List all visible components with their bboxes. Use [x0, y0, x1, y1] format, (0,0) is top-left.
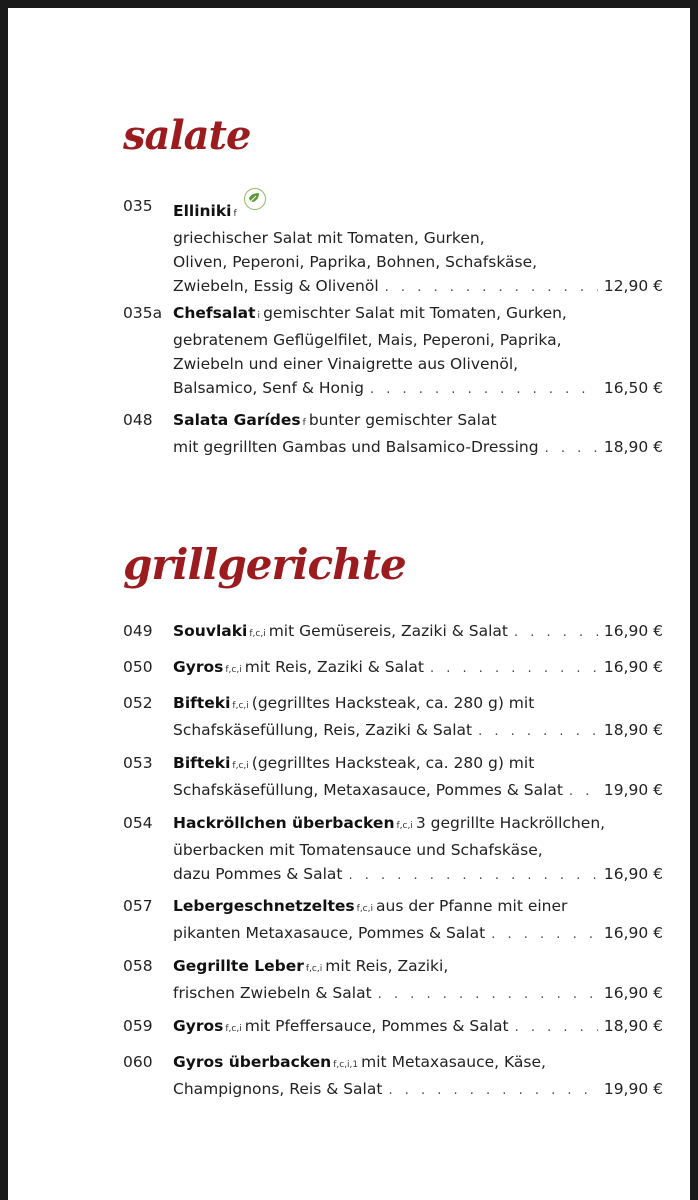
item-price: 19,90 € — [603, 781, 663, 799]
item-name: Bifteki — [173, 694, 231, 712]
item-description: überbacken mit Tomatensauce und Schafskäse, — [173, 841, 543, 859]
item-number: 052 — [123, 694, 153, 712]
menu-item — [123, 301, 663, 402]
item-number: 035a — [123, 304, 163, 322]
item-description: Balsamico, Senf & Honig — [173, 379, 364, 397]
item-description: Zwiebeln und einer Vinaigrette aus Olivenöl, — [173, 355, 519, 373]
item-number: 060 — [123, 1053, 153, 1071]
item-number: 049 — [123, 622, 153, 640]
menu-item — [123, 408, 663, 461]
item-description: gebratenem Geflügelfilet, Mais, Peperoni, Paprika, — [173, 331, 562, 349]
allergen-codes: f,c,i — [305, 964, 323, 974]
item-name: Gegrillte Leber — [173, 957, 304, 975]
item-description: mit Reis, Zaziki & Salat — [244, 658, 424, 676]
item-number: 053 — [123, 754, 153, 772]
allergen-codes: f,c,i — [225, 1024, 242, 1034]
item-number: 048 — [123, 411, 153, 429]
item-price: 12,90 € — [603, 277, 663, 295]
item-description: 3 gegrillte Hackröllchen, — [415, 814, 606, 832]
item-description: Schafskäsefüllung, Metaxasauce, Pommes & Salat — [173, 781, 563, 799]
allergen-codes: f,c,i,1 — [333, 1060, 359, 1070]
item-description: mit Metaxasauce, Käse, — [361, 1053, 546, 1071]
item-number: 058 — [123, 957, 153, 975]
item-description: (gegrilltes Hacksteak, ca. 280 g) mit — [251, 754, 535, 772]
dot-leader — [545, 437, 598, 461]
item-price: 16,50 € — [603, 379, 663, 397]
dot-leader — [378, 983, 598, 1007]
item-description: Champignons, Reis & Salat — [173, 1080, 383, 1098]
item-description: Oliven, Peperoni, Paprika, Bohnen, Schafskäse, — [173, 253, 538, 271]
menu-item — [123, 811, 663, 888]
allergen-codes: f,c,i — [225, 665, 242, 675]
allergen-codes: f,c,i — [232, 701, 249, 711]
item-price: 16,90 € — [603, 924, 663, 942]
item-name: Salata Garídes — [173, 411, 301, 429]
item-description: pikanten Metaxasauce, Pommes & Salat — [173, 924, 486, 942]
menu-item — [123, 194, 663, 300]
item-name: Elliniki — [173, 202, 232, 220]
item-price: 16,90 € — [603, 622, 663, 640]
allergen-codes: f,c,i — [249, 629, 266, 639]
allergen-codes: f,c,i — [356, 904, 373, 914]
allergen-codes: i — [257, 311, 261, 321]
dot-leader — [385, 276, 598, 300]
item-name: Chefsalat — [173, 304, 256, 322]
item-description: gemischter Salat mit Tomaten, Gurken, — [263, 304, 567, 322]
section-title-salate: salate — [123, 112, 251, 159]
section-title-grillgerichte: grillgerichte — [123, 540, 406, 589]
item-number: 059 — [123, 1017, 153, 1035]
dot-leader — [370, 378, 598, 402]
item-description: Zwiebeln, Essig & Olivenöl — [173, 277, 379, 295]
item-name: Souvlaki — [173, 622, 248, 640]
item-number: 054 — [123, 814, 153, 832]
item-price: 18,90 € — [603, 438, 663, 456]
dot-leader — [569, 780, 598, 804]
dot-leader — [348, 864, 597, 888]
item-price: 16,90 € — [603, 865, 663, 883]
item-number: 057 — [123, 897, 153, 915]
allergen-codes: f,c,i — [396, 821, 413, 831]
item-price: 18,90 € — [603, 1017, 663, 1035]
item-description: mit Pfeffersauce, Pommes & Salat — [244, 1017, 509, 1035]
item-name: Gyros überbacken — [173, 1053, 332, 1071]
item-name: Bifteki — [173, 754, 231, 772]
item-description: mit Reis, Zaziki, — [325, 957, 449, 975]
dot-leader — [478, 720, 598, 744]
item-price: 19,90 € — [603, 1080, 663, 1098]
item-description: dazu Pommes & Salat — [173, 865, 343, 883]
item-description: Schafskäsefüllung, Reis, Zaziki & Salat — [173, 721, 473, 739]
dot-leader — [430, 657, 598, 681]
vegetarian-badge-icon — [244, 188, 266, 210]
allergen-codes: f,c,i — [232, 761, 249, 771]
item-description: mit Gemüsereis, Zaziki & Salat — [268, 622, 508, 640]
item-description: frischen Zwiebeln & Salat — [173, 984, 372, 1002]
menu-item — [123, 894, 663, 947]
item-price: 16,90 € — [603, 984, 663, 1002]
allergen-codes: f — [233, 209, 237, 219]
item-name: Gyros — [173, 658, 224, 676]
item-name: Gyros — [173, 1017, 224, 1035]
item-description: bunter gemischter Salat — [308, 411, 497, 429]
item-number: 035 — [123, 197, 153, 215]
allergen-codes: f — [302, 418, 306, 428]
menu-item — [123, 619, 663, 646]
dot-leader — [491, 923, 598, 947]
dot-leader — [515, 1016, 598, 1040]
item-description: aus der Pfanne mit einer — [376, 897, 568, 915]
menu-item — [123, 1014, 663, 1041]
dot-leader — [388, 1079, 597, 1103]
item-price: 16,90 € — [603, 658, 663, 676]
item-name: Lebergeschnetzeltes — [173, 897, 355, 915]
menu-item — [123, 1050, 663, 1103]
dot-leader — [514, 621, 598, 645]
item-price: 18,90 € — [603, 721, 663, 739]
item-description: mit gegrillten Gambas und Balsamico-Dressing — [173, 438, 539, 456]
item-name: Hackröllchen überbacken — [173, 814, 395, 832]
item-number: 050 — [123, 658, 153, 676]
item-description: (gegrilltes Hacksteak, ca. 280 g) mit — [251, 694, 535, 712]
menu-item — [123, 954, 663, 1007]
menu-page — [8, 8, 690, 1200]
menu-item — [123, 751, 663, 804]
menu-item — [123, 691, 663, 744]
item-description: griechischer Salat mit Tomaten, Gurken, — [173, 229, 485, 247]
menu-item — [123, 655, 663, 682]
